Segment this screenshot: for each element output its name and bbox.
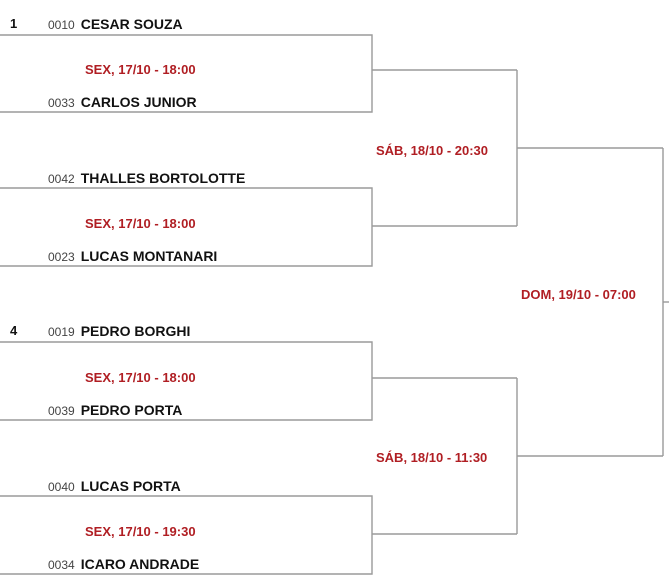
player-slot[interactable] <box>48 478 181 494</box>
player-id: 0010 <box>48 18 75 32</box>
player-slot[interactable] <box>48 323 190 339</box>
match-time: SEX, 17/10 - 18:00 <box>85 370 196 385</box>
match-time: SEX, 17/10 - 19:30 <box>85 524 196 539</box>
player-slot[interactable] <box>48 94 197 110</box>
player-name: LUCAS MONTANARI <box>80 248 218 264</box>
seed-number: 1 <box>10 16 18 31</box>
player-slot[interactable] <box>48 16 183 32</box>
final-time: DOM, 19/10 - 07:00 <box>521 287 636 302</box>
player-name: CESAR SOUZA <box>80 16 183 32</box>
player-id: 0033 <box>48 96 75 110</box>
player-name: PEDRO BORGHI <box>80 323 191 339</box>
player-id: 0034 <box>48 558 75 572</box>
player-id: 0039 <box>48 404 75 418</box>
player-name: ICARO ANDRADE <box>80 556 200 572</box>
player-slot[interactable] <box>48 556 199 572</box>
player-name: CARLOS JUNIOR <box>80 94 197 110</box>
player-slot[interactable] <box>48 402 182 418</box>
player-id: 0019 <box>48 325 75 339</box>
player-name: LUCAS PORTA <box>80 478 181 494</box>
semifinal-2-lines <box>517 378 663 534</box>
semifinal-time: SÁB, 18/10 - 20:30 <box>376 143 489 158</box>
seed-number: 4 <box>10 323 18 338</box>
player-slot[interactable] <box>48 170 245 186</box>
player-id: 0023 <box>48 250 75 264</box>
match-time: SEX, 17/10 - 18:00 <box>85 216 196 231</box>
player-name: PEDRO PORTA <box>80 402 183 418</box>
match-time: SEX, 17/10 - 18:00 <box>85 62 196 77</box>
semifinal-time: SÁB, 18/10 - 11:30 <box>376 450 488 465</box>
final-lines <box>663 148 669 456</box>
player-id: 0042 <box>48 172 75 186</box>
player-id: 0040 <box>48 480 75 494</box>
player-name: THALLES BORTOLOTTE <box>80 170 246 186</box>
semifinal-1-lines <box>517 70 663 226</box>
player-slot[interactable] <box>48 248 217 264</box>
